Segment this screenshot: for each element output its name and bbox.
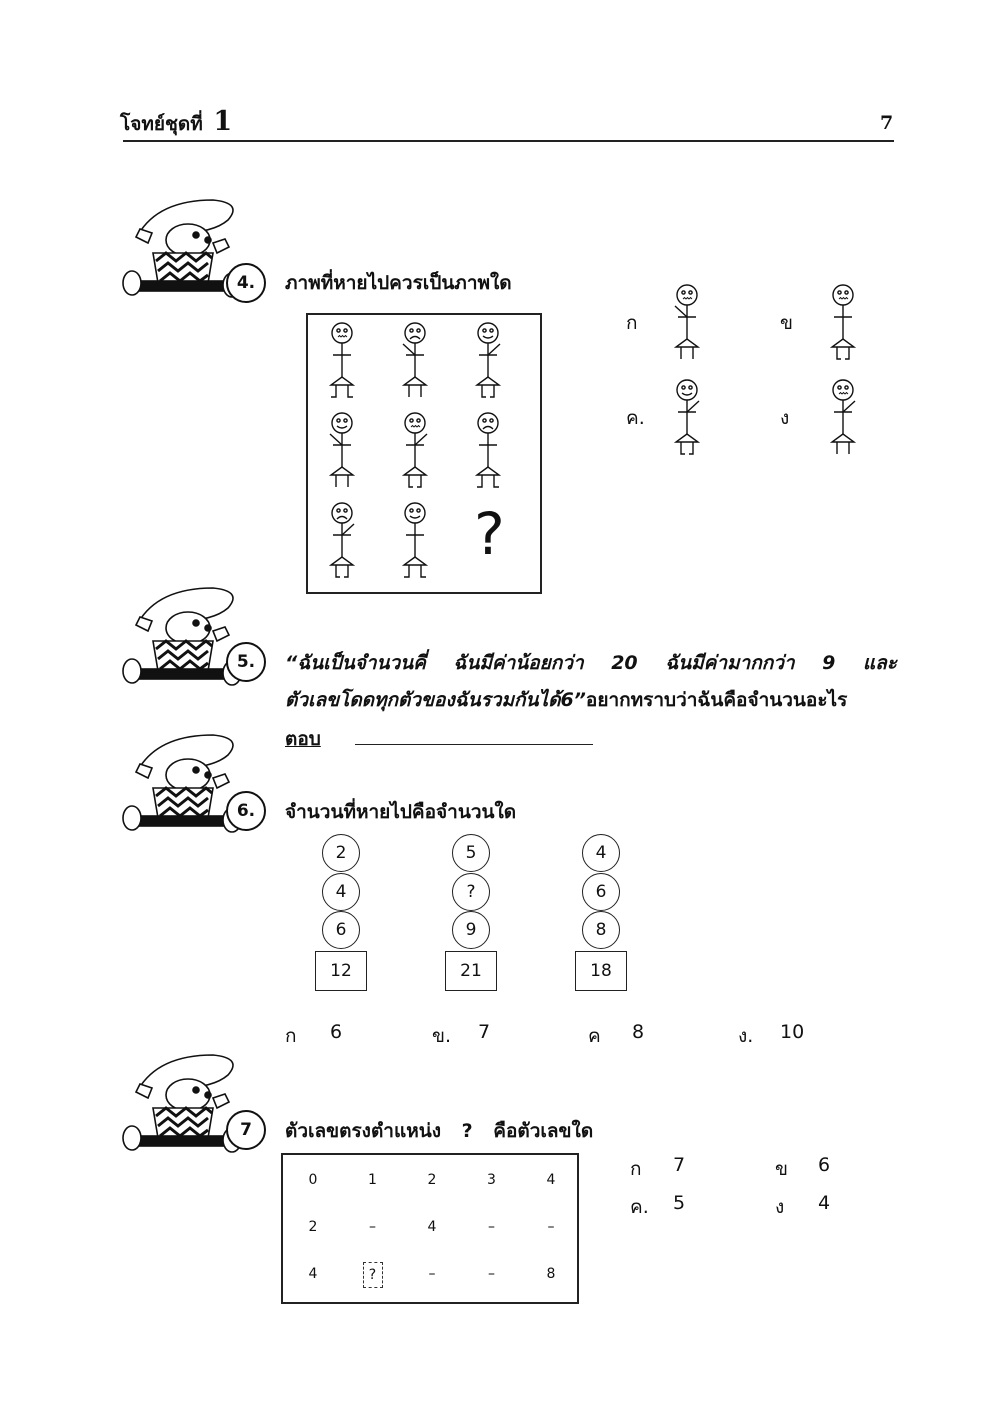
grid-cell: 4 [546,1172,556,1188]
stick-figure [398,502,432,580]
mascot-illustration [118,1050,243,1159]
option-label: ข. [432,1025,452,1047]
option-label: ข [780,312,793,334]
option-label: ง. [738,1025,754,1047]
question-text-line1: “ฉันเป็นจำนวนคี่ ฉันมีค่าน้อยกว่า 20 ฉันมีค่ามากกว่า 9 และ [285,652,897,674]
option-label: ค. [626,407,645,429]
option-label: ค. [630,1196,649,1218]
number-circle: 8 [582,911,620,949]
answer-line[interactable] [355,744,593,745]
title-part: ตัวเลขตรงตำแหน่ง [285,1120,441,1142]
grid-cell: – [547,1219,555,1235]
option-label: ก [626,312,638,334]
unknown-cell: ? [363,1262,383,1288]
grid-cell: 3 [487,1172,496,1188]
number-circle: 4 [582,834,620,872]
stick-figure [398,322,432,400]
option-stick-figure [670,379,704,457]
grid-cell: 2 [308,1219,318,1235]
sum-box: 18 [575,951,627,991]
number-circle: 6 [582,873,620,911]
option-stick-figure [670,284,704,362]
stick-figure [398,412,432,490]
set-number: 1 [213,106,233,137]
question-text-italic: ตัวเลขโดดทุกตัวของฉันรวมกันได้6” [285,689,586,711]
answer-label: ตอบ [285,728,321,750]
question-number: 6. [226,791,266,831]
mascot-illustration [118,730,243,839]
question-title [285,1116,593,1146]
page-header-title [120,106,232,139]
mascot-drawing [118,583,243,688]
number-circle: 5 [452,834,490,872]
grid-cell: 4 [427,1219,437,1235]
option-value: 7 [673,1154,686,1176]
stick-figure [325,412,359,490]
mascot-illustration [118,583,243,692]
option-value: 6 [818,1154,831,1176]
mascot-drawing [118,730,243,835]
option-value: 6 [330,1021,343,1043]
page-number: 7 [880,112,894,134]
header-rule [123,140,894,142]
grid-cell: 2 [427,1172,437,1188]
missing-question-mark: ? [474,500,505,568]
mascot-illustration [118,195,243,304]
grid-cell: 8 [546,1266,556,1282]
set-title: โจทย์ชุดที่ [120,113,203,135]
grid-cell: – [488,1266,495,1282]
grid-cell: – [428,1266,436,1282]
option-label: ง [780,407,790,429]
question-number: 5. [226,642,266,682]
option-label: ก [630,1158,642,1180]
number-circle: ? [452,873,490,911]
question-text-rest: อยากทราบว่าฉันคือจำนวนอะไร [585,689,848,711]
title-question-mark: ? [461,1120,473,1142]
mascot-drawing [118,1050,243,1155]
question-title: ภาพที่หายไปควรเป็นภาพใด [285,272,512,294]
question-title: จำนวนที่หายไปคือจำนวนใด [285,801,517,823]
stick-figure [325,322,359,400]
option-label: ง [775,1196,785,1218]
option-label: ก [285,1025,297,1047]
option-label: ข [775,1158,788,1180]
stick-figure [325,502,359,580]
question-text-line2 [285,685,847,715]
grid-cell: 4 [308,1266,318,1282]
number-circle: 6 [322,911,360,949]
option-value: 10 [780,1021,805,1043]
mascot-drawing [118,195,243,300]
option-value: 7 [478,1021,491,1043]
option-stick-figure [826,379,860,457]
number-circle: 9 [452,911,490,949]
stick-figure [471,322,505,400]
number-circle: 2 [322,834,360,872]
question-number: 4. [226,263,266,303]
question-number: 7 [226,1110,266,1150]
option-label: ค [588,1025,601,1047]
grid-cell: – [369,1219,376,1235]
sum-box: 21 [445,951,497,991]
option-value: 8 [632,1021,645,1043]
number-circle: 4 [322,873,360,911]
title-part: คือตัวเลขใด [493,1120,594,1142]
grid-cell: 1 [368,1172,377,1188]
option-value: 4 [818,1192,831,1214]
stick-figure [471,412,505,490]
grid-cell: 0 [308,1172,318,1188]
option-stick-figure [826,284,860,362]
sum-box: 12 [315,951,367,991]
grid-cell: – [488,1219,495,1235]
option-value: 5 [673,1192,686,1214]
